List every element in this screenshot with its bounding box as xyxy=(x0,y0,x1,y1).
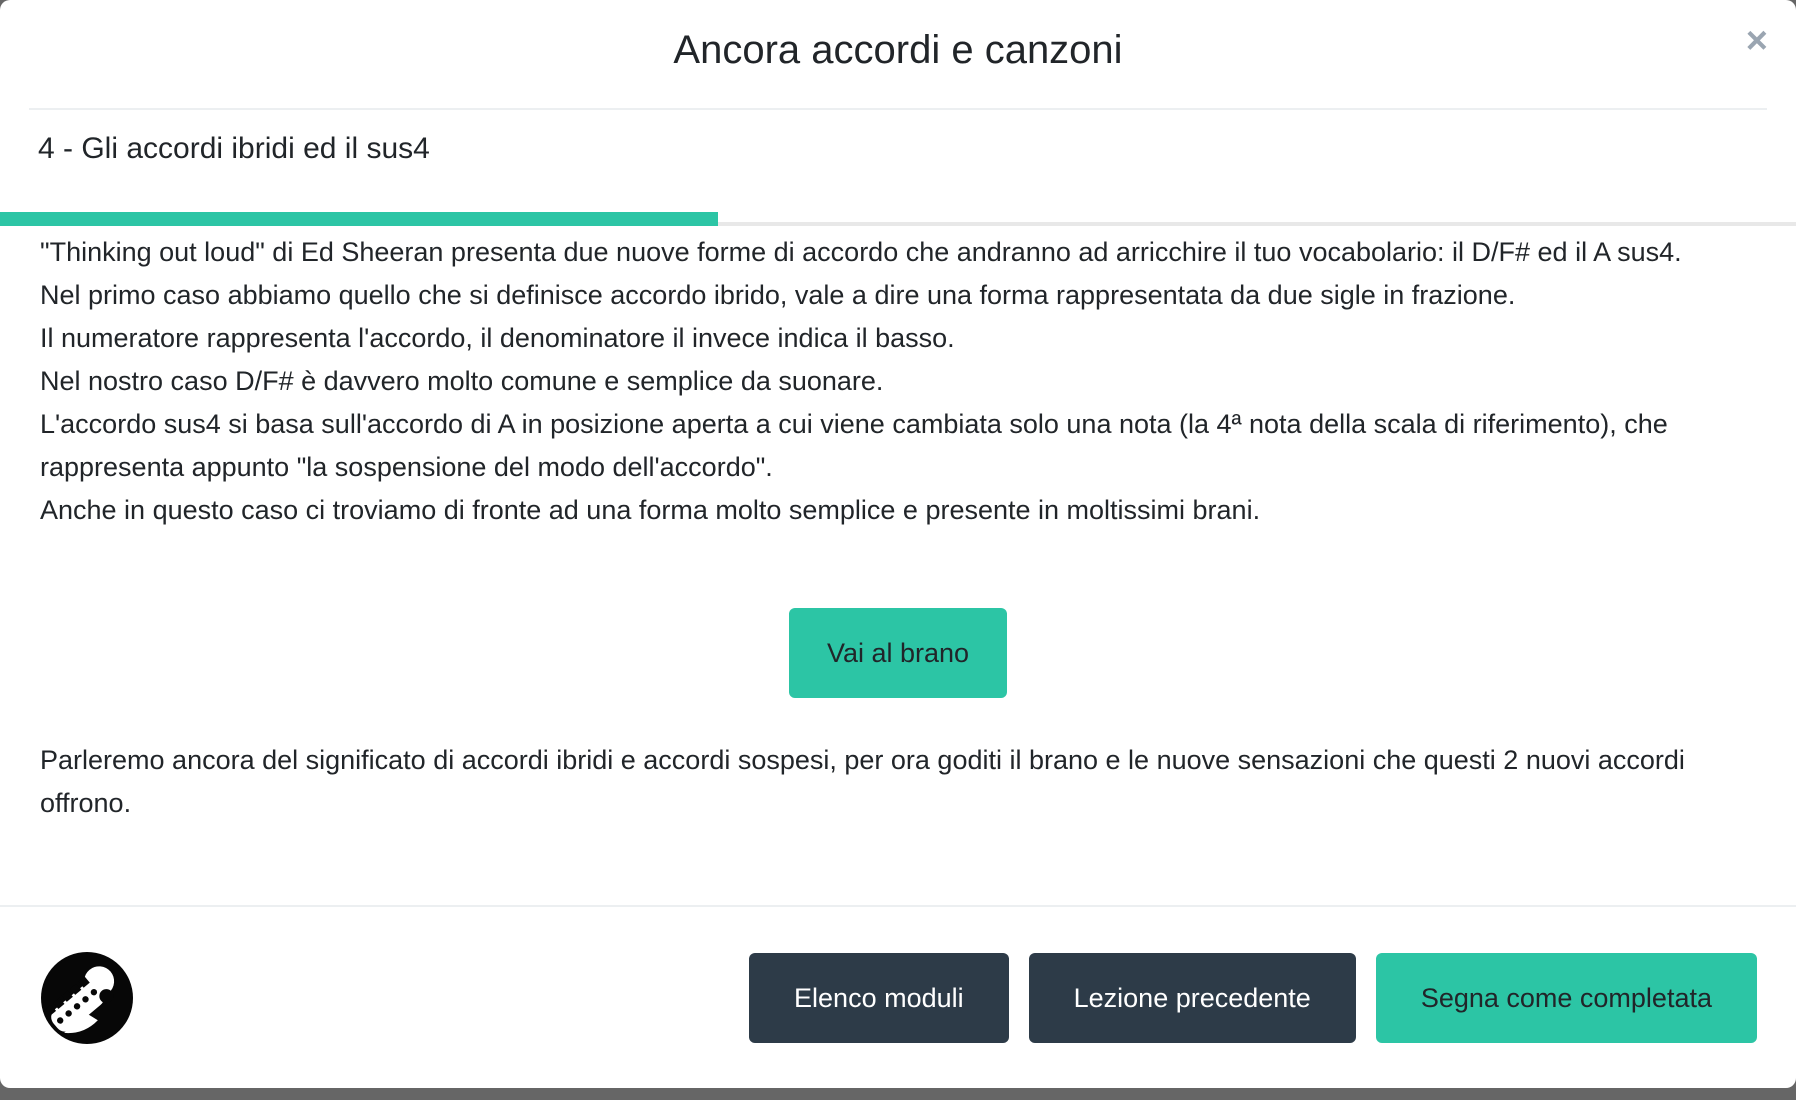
lesson-heading: 4 - Gli accordi ibridi ed il sus4 xyxy=(38,132,430,165)
cta-row xyxy=(0,608,1796,698)
lesson-body xyxy=(0,231,1796,532)
lesson-paragraph: L'accordo sus4 si basa sull'accordo di A in posizione aperta a cui viene cambiata solo una nota (la 4ª nota della scala di riferimento), che rappresenta appunto "la sospensione del modo dell'accordo". xyxy=(40,409,1668,482)
lesson-paragraph: Nel nostro caso D/F# è davvero molto comune e semplice da suonare. xyxy=(40,366,884,396)
lesson-paragraph: Nel primo caso abbiamo quello che si definisce accordo ibrido, vale a dire una forma rappresentata da due sigle in frazione. xyxy=(40,280,1516,310)
modal-header xyxy=(0,0,1796,74)
lesson-paragraph: "Thinking out loud" di Ed Sheeran presenta due nuove forme di accordo che andranno ad arricchire il tuo vocabolario: il D/F# ed il A sus4. xyxy=(40,237,1682,267)
guitar-headstock-icon xyxy=(37,948,137,1048)
close-icon: × xyxy=(1745,20,1768,62)
modal-title: Ancora accordi e canzoni xyxy=(673,28,1123,72)
elenco-moduli-button[interactable]: Elenco moduli xyxy=(749,953,1009,1043)
progress-fill xyxy=(0,212,718,226)
segna-come-completata-button[interactable]: Segna come completata xyxy=(1376,953,1757,1043)
close-button[interactable] xyxy=(1742,18,1772,64)
lesson-paragraph: Il numeratore rappresenta l'accordo, il denominatore il invece indica il basso. xyxy=(40,323,955,353)
lesson-paragraph: Anche in questo caso ci troviamo di fronte ad una forma molto semplice e presente in moltissimi brani. xyxy=(40,495,1261,525)
progress-bar xyxy=(0,212,1796,226)
header-divider xyxy=(29,108,1767,110)
lesson-outro xyxy=(0,739,1796,825)
outro-paragraph: Parleremo ancora del significato di accordi ibridi e accordi sospesi, per ora goditi il brano e le nuove sensazioni che questi 2 nuovi accordi offrono. xyxy=(40,745,1685,818)
lezione-precedente-button[interactable]: Lezione precedente xyxy=(1029,953,1356,1043)
vai-al-brano-button[interactable]: Vai al brano xyxy=(789,608,1007,698)
modal-footer xyxy=(0,905,1796,1088)
